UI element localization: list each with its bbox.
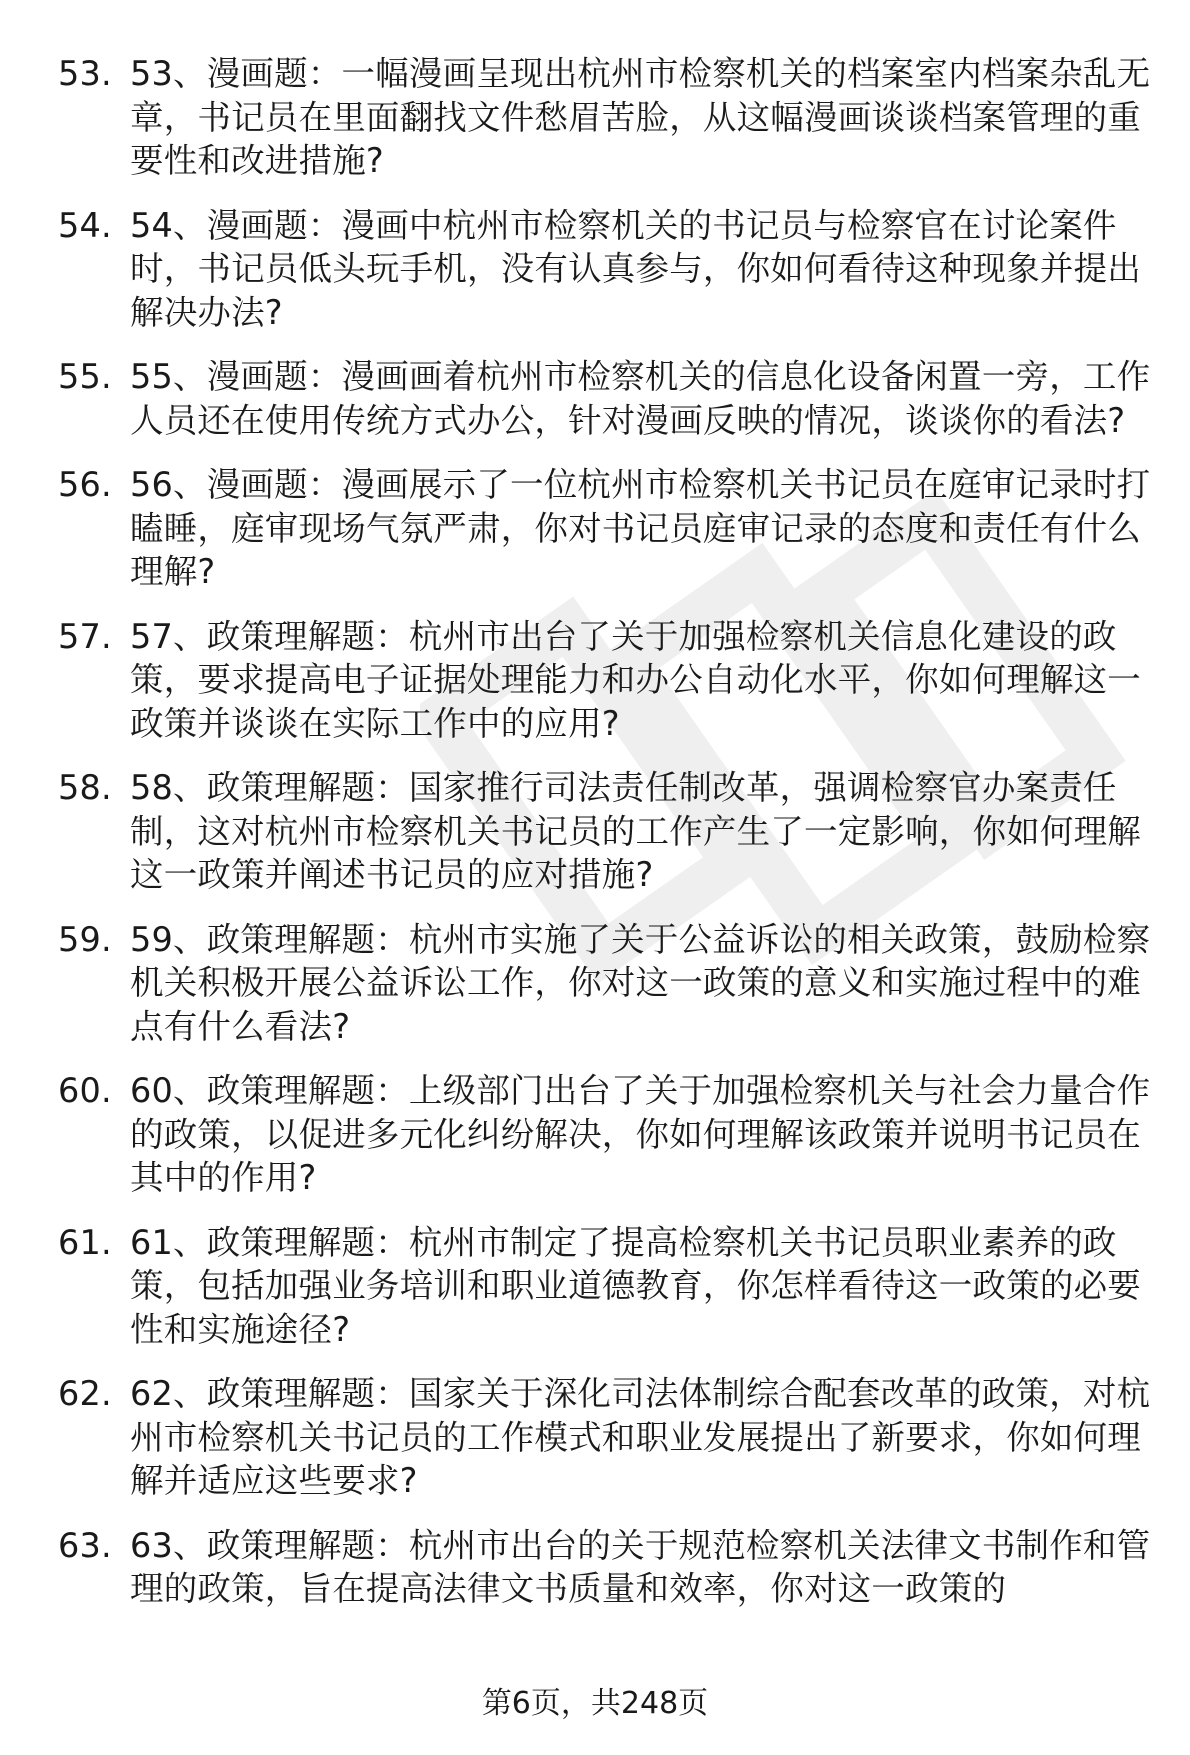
list-item — [58, 1069, 1153, 1200]
list-item — [58, 1524, 1153, 1611]
list-item — [58, 52, 1153, 183]
page-footer: 第6页，共248页 — [481, 1686, 709, 1721]
question-text: 63、政策理解题：杭州市出台的关于规范检察机关法律文书制作和管理的政策，旨在提高法律文书质量和效率，你对这一政策的 — [130, 1525, 1151, 1608]
question-text: 59、政策理解题：杭州市实施了关于公益诉讼的相关政策，鼓励检察机关积极开展公益诉讼工作，你对这一政策的意义和实施过程中的难点有什么看法? — [130, 919, 1151, 1046]
question-text: 55、漫画题：漫画画着杭州市检察机关的信息化设备闲置一旁，工作人员还在使用传统方式办公，针对漫画反映的情况，谈谈你的看法? — [130, 357, 1151, 440]
question-list — [58, 52, 1153, 1632]
question-number: 62. — [58, 1374, 112, 1413]
list-item — [58, 355, 1153, 442]
question-text: 56、漫画题：漫画展示了一位杭州市检察机关书记员在庭审记录时打瞌睡，庭审现场气氛严肃，你对书记员庭审记录的态度和责任有什么理解? — [130, 465, 1151, 591]
question-number: 63. — [58, 1525, 112, 1565]
question-text: 58、政策理解题：国家推行司法责任制改革，强调检察官办案责任制，这对杭州市检察机关书记员的工作产生了一定影响，你如何理解这一政策并阐述书记员的应对措施? — [130, 768, 1141, 894]
list-item — [58, 1221, 1153, 1352]
question-number: 53. — [58, 54, 112, 93]
question-text: 60、政策理解题：上级部门出台了关于加强检察机关与社会力量合作的政策，以促进多元化纠纷解决，你如何理解该政策并说明书记员在其中的作用? — [130, 1071, 1151, 1197]
list-item — [58, 918, 1153, 1049]
question-number: 58. — [58, 768, 112, 807]
question-text: 57、政策理解题：杭州市出台了关于加强检察机关信息化建设的政策，要求提高电子证据处理能力和办公自动化水平，你如何理解这一政策并谈谈在实际工作中的应用? — [130, 616, 1141, 743]
list-item — [58, 766, 1153, 897]
question-text: 62、政策理解题：国家关于深化司法体制综合配套改革的政策，对杭州市检察机关书记员的工作模式和职业发展提出了新要求，你如何理解并适应这些要求? — [130, 1374, 1151, 1500]
question-text: 61、政策理解题：杭州市制定了提高检察机关书记员职业素养的政策，包括加强业务培训和职业道德教育，你怎样看待这一政策的必要性和实施途径? — [130, 1222, 1141, 1349]
question-text: 54、漫画题：漫画中杭州市检察机关的书记员与检察官在讨论案件时，书记员低头玩手机，没有认真参与，你如何看待这种现象并提出解决办法? — [130, 205, 1141, 332]
question-number: 61. — [58, 1222, 112, 1262]
list-item — [58, 615, 1153, 746]
list-item — [58, 1372, 1153, 1503]
question-number: 55. — [58, 357, 112, 396]
question-number: 57. — [58, 616, 112, 656]
question-number: 56. — [58, 465, 112, 504]
question-text: 53、漫画题：一幅漫画呈现出杭州市检察机关的档案室内档案杂乱无章，书记员在里面翻找文件愁眉苦脸，从这幅漫画谈谈档案管理的重要性和改进措施? — [130, 54, 1151, 180]
question-number: 59. — [58, 919, 112, 959]
list-item — [58, 204, 1153, 335]
question-number: 54. — [58, 205, 112, 245]
list-item — [58, 463, 1153, 594]
question-number: 60. — [58, 1071, 112, 1110]
